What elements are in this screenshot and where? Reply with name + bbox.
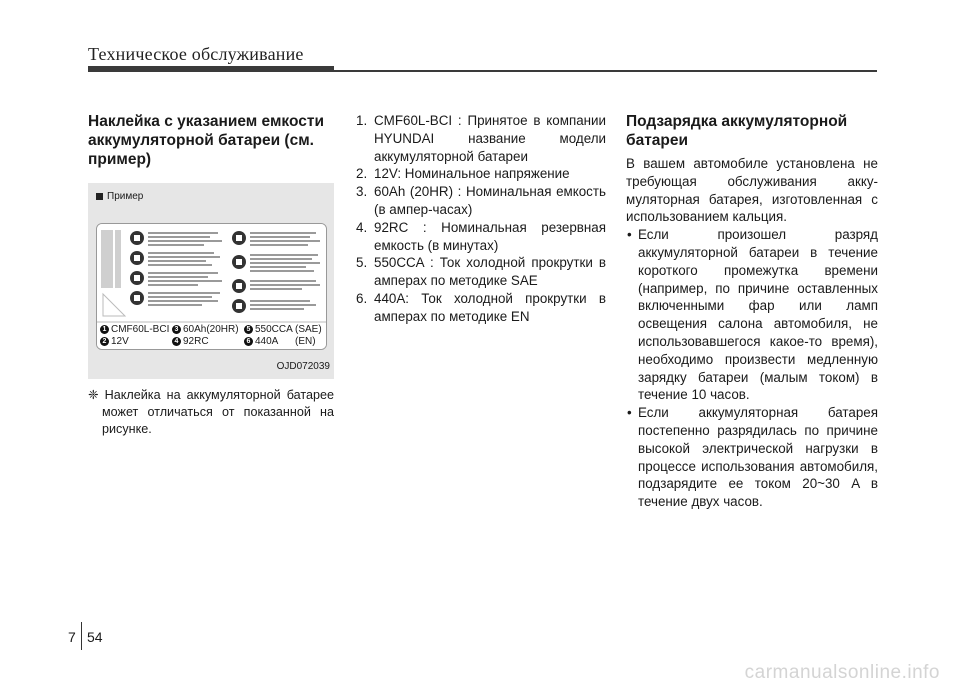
annotation-text: 12V bbox=[111, 336, 129, 347]
list-item: • Если произошел разряд аккумуляторной батареи в течение короткого промежутка времени (например, по причине оставленных включенными фар или ламп освещения салона автомобиля, не использовавшегося какое-то время), необходимо произвести медленную зарядку батареи (малым током) в течение 10 часов. bbox=[626, 226, 878, 404]
label-annotation-5 bbox=[244, 324, 293, 335]
annotation-marker: 1 bbox=[100, 325, 109, 334]
battery-label-figure bbox=[88, 183, 334, 379]
header-rule-thick bbox=[88, 66, 334, 72]
label-annotation-sae bbox=[295, 324, 322, 335]
label-annotation-1 bbox=[100, 324, 169, 335]
battery-charging-intro: В вашем автомобиле установлена не требующая обслуживания акку- муляторная батарея, изготовленная с использованием кальция. bbox=[626, 156, 878, 225]
list-item-number: 4. bbox=[356, 219, 368, 235]
figure-caption bbox=[96, 188, 143, 206]
middle-column bbox=[356, 112, 606, 326]
list-item bbox=[356, 254, 606, 290]
annotation-text: 550CCA bbox=[255, 324, 293, 335]
annotation-text: 92RC bbox=[183, 336, 209, 347]
figure-caption-text: Пример bbox=[107, 191, 144, 202]
list-item-text: 60Ah (20HR) : Номинальная емкость (в ампер-часах) bbox=[374, 184, 606, 217]
label-annotation-en bbox=[295, 336, 316, 347]
annotation-marker: 6 bbox=[244, 337, 253, 346]
battery-label-heading: Наклейка с указанием емкости аккумуляторной батареи (см. пример) bbox=[88, 113, 324, 168]
list-item bbox=[356, 290, 606, 326]
charging-instructions-list bbox=[626, 226, 878, 511]
list-item-text: 12V: Номинальное напряжение bbox=[374, 166, 570, 182]
annotation-marker: 4 bbox=[172, 337, 181, 346]
figure-note bbox=[88, 387, 334, 438]
page-number: 54 bbox=[87, 629, 103, 645]
header-rule-thin bbox=[334, 70, 877, 72]
list-item-number: 1. bbox=[356, 113, 368, 128]
annotation-marker: 2 bbox=[100, 337, 109, 346]
annotation-text: (EN) bbox=[295, 336, 316, 347]
list-item bbox=[356, 183, 606, 219]
label-annotation-6 bbox=[244, 336, 278, 347]
battery-label-image bbox=[96, 223, 327, 350]
list-item-text: 92RC : Номинальная резервная емкость (в минутах) bbox=[374, 219, 606, 253]
list-item-number: 6. bbox=[356, 290, 368, 306]
list-item: • Если аккумуляторная батарея постепенно разрядилась по причине высокой электрической нагрузки в процессе использования автомобиля, подзарядите ее током 20~30 A в течение двух часов. bbox=[626, 404, 878, 511]
note-symbol-icon: ❈ bbox=[88, 388, 99, 402]
battery-charging-heading: Подзарядка аккумуляторной батареи bbox=[626, 113, 848, 149]
list-item-text: 440A: Ток холодной прокрутки в амперах по методике EN bbox=[374, 290, 606, 324]
annotation-text: (SAE) bbox=[295, 324, 322, 335]
label-annotation-4 bbox=[172, 336, 209, 347]
annotation-marker: 3 bbox=[172, 325, 181, 334]
list-item-text: CMF60L-BCI : Принятое в компании HYUNDAI название модели аккумуляторной батареи bbox=[374, 113, 606, 164]
list-item bbox=[356, 112, 606, 165]
left-column bbox=[88, 112, 334, 438]
label-legend-list bbox=[356, 112, 606, 326]
page-section-title: Техническое обслуживание bbox=[88, 44, 304, 64]
annotation-text: 440A bbox=[255, 336, 279, 347]
figure-note-text: Наклейка на аккумуляторной батарее может отличаться от показанной на рисунке. bbox=[102, 388, 334, 436]
annotation-marker: 5 bbox=[244, 325, 253, 334]
list-item-text: 550CCA : Ток холодной прокрутки в амперах по методике SAE bbox=[374, 255, 606, 289]
list-item bbox=[356, 219, 606, 255]
list-item-number: 2. bbox=[356, 166, 368, 182]
list-item-number: 3. bbox=[356, 184, 368, 200]
label-annotation-3 bbox=[172, 324, 239, 335]
chapter-number: 7 bbox=[68, 629, 76, 645]
label-annotation-2 bbox=[100, 336, 129, 347]
list-item bbox=[356, 165, 606, 183]
footer-divider bbox=[81, 622, 82, 650]
figure-code: OJD072039 bbox=[276, 361, 330, 373]
annotation-text: CMF60L-BCI bbox=[111, 324, 170, 335]
right-column bbox=[626, 112, 878, 511]
list-item-number: 5. bbox=[356, 255, 368, 271]
watermark: carmanualsonline.info bbox=[744, 662, 940, 683]
square-bullet-icon bbox=[96, 193, 103, 200]
annotation-text: 60Ah(20HR) bbox=[183, 324, 239, 335]
